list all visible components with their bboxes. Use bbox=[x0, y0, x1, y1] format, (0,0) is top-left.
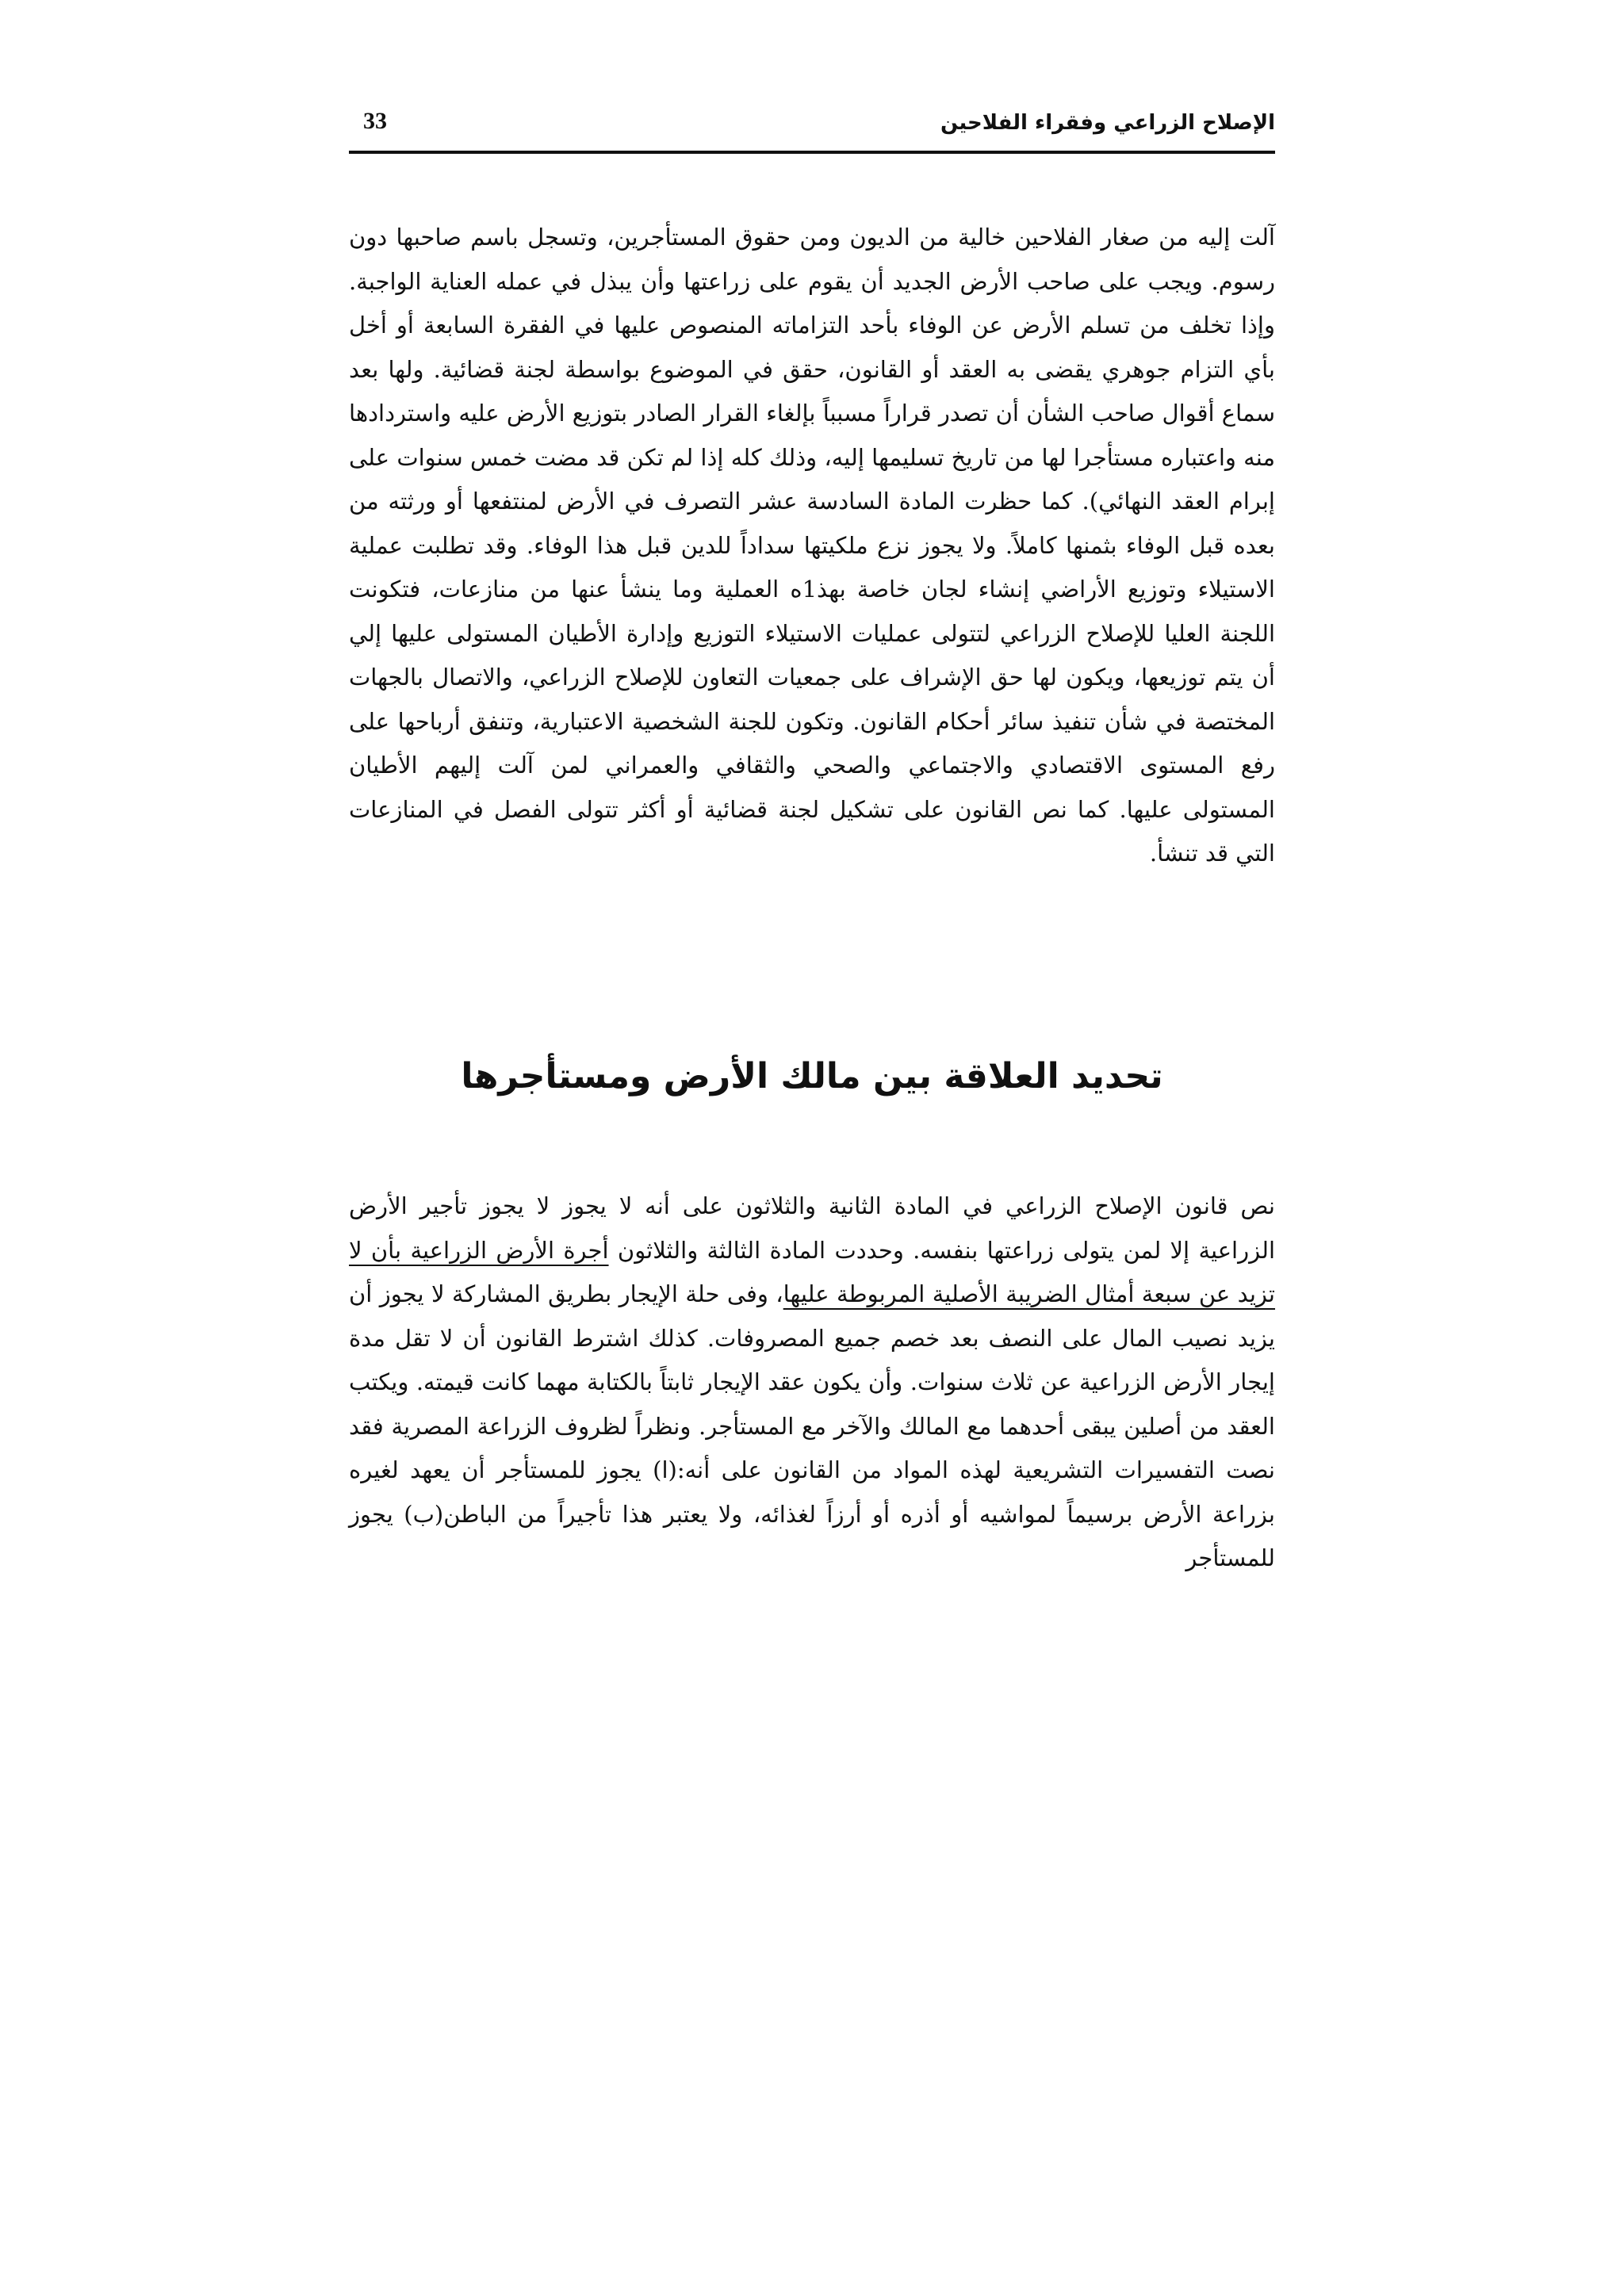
paragraph-2-text-end: ، وفى حلة الإيجار بطريق المشاركة لا يجوز أن يزيد نصيب المال على النصف بعد خصم جميع المصروفات. كذلك اشترط القانون أن لا تقل مدة إيجار الأرض الزراعية عن ثلاث سنوات. وأن يكون عقد الإيجار ثابتاً بالكتابة مهما كانت قيمته. ويكتب العقد من أصلين يبقى أحدهما مع المالك والآخر مع المستأجر. ونظراً لظروف الزراعة المصرية فقد نصت التفسيرات التشريعية لهذه المواد من القانون على أنه:(ا) يجوز للمستأجر أن يعهد لغيره بزراعة الأرض برسيماً لمواشيه أو أذره أو أرزاً لغذائه، ولا يعتبر هذا تأجيراً من الباطن(ب) يجوز للمستأجر bbox=[349, 1280, 1276, 1571]
page-number: 33 bbox=[363, 108, 387, 134]
header-title: الإصلاح الزراعي وفقراء الفلاحين bbox=[940, 111, 1275, 135]
running-header bbox=[349, 105, 1275, 154]
paragraph-2-text-start: نص قانون الإصلاح الزراعي في المادة الثانية والثلاثون على أنه لا يجوز لا يجوز تأجير الأرض الزراعية إلا لمن يتولى زراعتها بنفسه. وحددت المادة الثالثة والثلاثون bbox=[349, 1192, 1276, 1264]
section-heading: تحديد العلاقة بين مالك الأرض ومستأجرها bbox=[461, 1056, 1163, 1096]
body-paragraph-2 bbox=[349, 1184, 1275, 1581]
underlined-passage: أجرة الأرض الزراعية بأن لا تزيد عن سبعة أمثال الضريبة الأصلية المربوطة عليها bbox=[349, 1236, 1276, 1307]
body-paragraph-1: آلت إليه من صغار الفلاحين خالية من الديون ومن حقوق المستأجرين، وتسجل باسم صاحبها دون رسوم. ويجب على صاحب الأرض الجديد أن يقوم على زراعتها وأن يبذل في عمله العناية الواجبة. وإذا تخلف من تسلم الأرض عن الوفاء بأحد التزاماته المنصوص عليها في الفقرة السابعة أو أخل بأي التزام جوهري يقضى به العقد أو القانون، حقق في الموضوع بواسطة لجنة قضائية. ولها بعد سماع أقوال صاحب الشأن أن تصدر قراراً مسبباً بإلغاء القرار الصادر بتوزيع الأرض عليه واستردادها منه واعتباره مستأجرا لها من تاريخ تسليمها إليه، وذلك كله إذا لم تكن قد مضت خمس سنوات على إبرام العقد النهائي). كما حظرت المادة السادسة عشر التصرف في الأرض لمنتفعها أو ورثته من بعده قبل الوفاء بثمنها كاملاً. ولا يجوز نزع ملكيتها سداداً للدين قبل هذا الوفاء. وقد تطلبت عملية الاستيلاء وتوزيع الأراضي إنشاء لجان خاصة بهذ1ه العملية وما ينشأ عنها من منازعات، فتكونت اللجنة العليا للإصلاح الزراعي لتتولى عمليات الاستيلاء التوزيع وإدارة الأطيان المستولى عليها إلي أن يتم توزيعها، ويكون لها حق الإشراف على جمعيات التعاون للإصلاح الزراعي، والاتصال بالجهات المختصة في شأن تنفيذ سائر أحكام القانون. وتكون للجنة الشخصية الاعتبارية، وتنفق أرباحها على رفع المستوى الاقتصادي والاجتماعي والصحي والثقافي والعمراني لمن آلت إليهم الأطيان المستولى عليها. كما نص القانون على تشكيل لجنة قضائية أو أكثر تتولى الفصل في المنازعات التي قد تنشأ. bbox=[349, 224, 1276, 867]
